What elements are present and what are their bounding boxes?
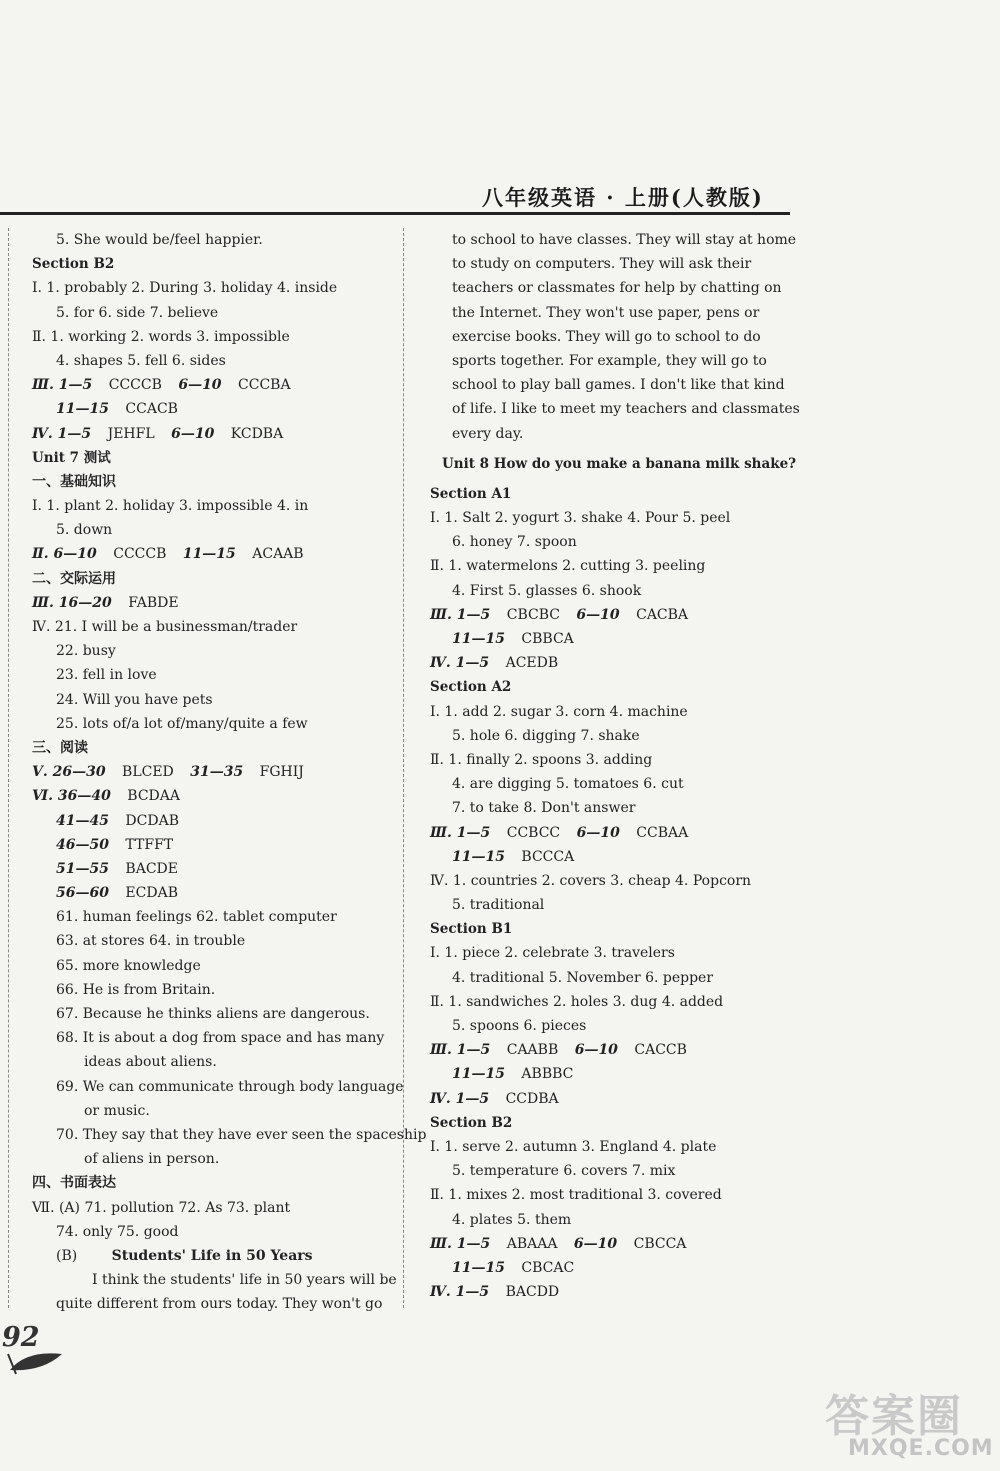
answer-line: 23. fell in love <box>56 667 157 684</box>
answer-line: 5. spoons 6. pieces <box>452 1018 587 1034</box>
answer-value: FGHIJ <box>259 764 304 781</box>
page-header-title: 八年级英语 · 上册(人教版) <box>482 185 764 210</box>
answer-line: 4. First 5. glasses 6. shook <box>452 582 642 599</box>
part-heading: 一、基础知识 <box>32 473 116 490</box>
answer-line: 65. more knowledge <box>56 957 201 974</box>
answer-line <box>32 591 392 615</box>
part-heading: 四、书面表达 <box>32 1175 116 1192</box>
answer-value: DCDAB <box>125 812 179 829</box>
answer-value: BLCED <box>122 764 174 781</box>
answer-value: ECDAB <box>125 885 178 902</box>
section-heading: Section A1 <box>430 485 512 502</box>
answer-line <box>32 784 392 808</box>
answer-value: ABBBC <box>521 1066 574 1083</box>
essay-part-label: (B) <box>56 1247 78 1264</box>
answer-line: Ⅳ. 1. countries 2. covers 3. cheap 4. Popcorn <box>430 872 752 889</box>
answer-line: 4. shapes 5. fell 6. sides <box>56 352 226 369</box>
answer-line: 5. down <box>56 522 113 539</box>
range-label: Ⅳ. 1—5 <box>32 425 92 442</box>
answer-value: BACDE <box>125 860 178 877</box>
answer-value: CCBCC <box>506 824 561 841</box>
essay-title: Students' Life in 50 Years <box>111 1247 313 1264</box>
range-label: 6—10 <box>573 1235 618 1252</box>
answer-line: 61. human feelings 62. tablet computer <box>56 909 337 926</box>
header-rule <box>0 212 790 215</box>
answer-line: 74. only 75. good <box>56 1223 179 1240</box>
range-label: 11—15 <box>452 1259 505 1276</box>
answer-line <box>430 1280 782 1304</box>
section-heading: Section B1 <box>430 921 513 938</box>
answer-line: Ⅱ. 1. watermelons 2. cutting 3. peeling <box>430 558 706 575</box>
answer-line <box>430 603 782 627</box>
range-label: 6—10 <box>178 377 222 394</box>
answer-value: CBCBC <box>506 606 560 623</box>
essay-line: exercise books. They will go to school to do <box>452 328 761 345</box>
range-label: 6—10 <box>574 1042 618 1059</box>
answer-line: 4. traditional 5. November 6. pepper <box>452 969 714 986</box>
essay-line: every day. <box>452 425 524 442</box>
answer-line <box>32 833 392 857</box>
range-label: 41—45 <box>56 812 109 829</box>
answer-line <box>452 1062 782 1086</box>
answer-line: 4. plates 5. them <box>452 1211 572 1228</box>
range-label: Ⅲ. 1—5 <box>430 824 491 841</box>
range-label: 11—15 <box>452 848 505 865</box>
answer-line: 68. It is about a dog from space and has many <box>56 1030 385 1047</box>
answer-value: ABAAA <box>506 1235 558 1252</box>
answer-line: 67. Because he thinks aliens are dangerous. <box>56 1006 370 1022</box>
range-label: 11—15 <box>452 631 505 647</box>
answer-line: 69. We can communicate through body language <box>56 1078 404 1095</box>
answer-line <box>32 373 392 397</box>
answer-line: Ⅰ. 1. serve 2. autumn 3. England 4. plate <box>430 1138 717 1155</box>
range-label: 46—50 <box>56 836 109 853</box>
range-label: 56—60 <box>56 885 109 902</box>
essay-line: to school to have classes. They will stay at home <box>452 232 797 248</box>
answer-line <box>32 809 392 833</box>
unit-heading: Unit 7 测试 <box>32 449 111 466</box>
answer-line <box>452 1256 782 1280</box>
answer-line: Ⅰ. 1. plant 2. holiday 3. impossible 4. in <box>32 498 309 515</box>
answer-value: CACCB <box>634 1042 687 1059</box>
answer-line <box>32 397 392 421</box>
section-heading: Section B2 <box>430 1114 513 1131</box>
page-number: 92 <box>2 1322 40 1353</box>
answer-value: CCCCB <box>113 546 167 563</box>
left-column <box>32 228 427 1316</box>
answer-line <box>32 881 392 905</box>
answer-line <box>452 627 782 651</box>
answer-line: Ⅰ. 1. probably 2. During 3. holiday 4. inside <box>32 280 338 297</box>
essay-line: I think the students' life in 50 years will be <box>92 1272 397 1289</box>
range-label: Ⅴ. 26—30 <box>32 764 106 781</box>
answer-line: Ⅰ. 1. piece 2. celebrate 3. travelers <box>430 945 675 962</box>
essay-line: quite different from ours today. They won't go <box>56 1296 383 1313</box>
answer-value: BCCCA <box>521 848 575 865</box>
answer-line <box>430 821 782 845</box>
answer-line: Ⅱ. 1. sandwiches 2. holes 3. dug 4. added <box>430 993 724 1010</box>
section-heading: Section B2 <box>32 256 115 273</box>
unit-heading: Unit 8 How do you make a banana milk shake? <box>442 455 797 472</box>
range-label: 6—10 <box>576 606 620 623</box>
range-label: 6—10 <box>171 425 215 442</box>
leaf-icon <box>6 1346 66 1376</box>
answer-value: CCCBA <box>238 377 291 394</box>
answer-value: CACBA <box>636 606 689 623</box>
range-label: 51—55 <box>56 860 109 877</box>
answer-line: ideas about aliens. <box>84 1054 217 1071</box>
answer-line <box>32 760 392 784</box>
part-heading: 二、交际运用 <box>32 570 116 587</box>
range-label: Ⅳ. 1—5 <box>430 1090 490 1107</box>
range-label: 31—35 <box>190 764 244 781</box>
range-label: Ⅳ. 1—5 <box>430 1284 490 1301</box>
answer-value: KCDBA <box>230 425 284 442</box>
answer-line: 22. busy <box>56 643 116 660</box>
answer-value: CCDBA <box>505 1090 559 1107</box>
answer-line: Ⅰ. 1. Salt 2. yogurt 3. shake 4. Pour 5. peel <box>430 510 731 527</box>
range-label: 11—15 <box>182 546 236 563</box>
answer-line: 4. are digging 5. tomatoes 6. cut <box>452 776 684 793</box>
answer-value: CBBCA <box>521 631 574 647</box>
answer-value: ACAAB <box>252 546 304 563</box>
answer-line: Ⅱ. 1. mixes 2. most traditional 3. covered <box>430 1187 722 1204</box>
answer-line: Ⅶ. (A) 71. pollution 72. As 73. plant <box>32 1199 291 1216</box>
range-label: Ⅵ. 36—40 <box>32 788 111 805</box>
range-label: 11—15 <box>452 1066 505 1083</box>
answer-value: ACEDB <box>505 655 559 672</box>
answer-line: 25. lots of/a lot of/many/quite a few <box>56 715 308 732</box>
answer-line <box>430 1087 782 1111</box>
right-column <box>430 228 800 1304</box>
range-label: 11—15 <box>56 401 109 418</box>
range-label: Ⅲ. 1—5 <box>32 377 93 394</box>
answer-value: CAABB <box>506 1042 559 1059</box>
answer-line <box>452 845 782 869</box>
answer-line: 5. She would be/feel happier. <box>56 232 263 248</box>
range-label: Ⅲ. 1—5 <box>430 1235 491 1252</box>
essay-line: school to play ball games. I don't like that kind <box>452 377 785 394</box>
answer-line: 66. He is from Britain. <box>56 981 216 998</box>
answer-line <box>430 1232 782 1256</box>
answer-line <box>32 857 392 881</box>
answer-line: 24. Will you have pets <box>56 691 213 708</box>
answer-value: BACDD <box>505 1284 560 1301</box>
range-label: Ⅲ. 1—5 <box>430 606 491 623</box>
answer-line: 70. They say that they have ever seen the spaceship <box>56 1126 427 1143</box>
range-label: Ⅱ. 6—10 <box>32 546 97 563</box>
answer-value: FABDE <box>128 594 179 611</box>
answer-value: CCCCB <box>108 377 162 394</box>
watermark-url: MXQE.COM <box>848 1436 994 1461</box>
range-label: Ⅳ. 1—5 <box>430 655 490 672</box>
answer-line: 5. for 6. side 7. believe <box>56 304 219 321</box>
watermark-logo: 答案圈 <box>825 1391 963 1442</box>
answer-value: CBCAC <box>521 1259 575 1276</box>
answer-line: Ⅳ. 21. I will be a businessman/trader <box>32 619 298 635</box>
answer-line: 63. at stores 64. in trouble <box>56 933 246 950</box>
answer-line: Ⅰ. 1. add 2. sugar 3. corn 4. machine <box>430 703 688 720</box>
answer-line: 6. honey 7. spoon <box>452 534 577 551</box>
essay-line: sports together. For example, they will go to <box>452 352 767 369</box>
answer-line <box>430 1038 782 1062</box>
left-border-line <box>8 228 17 1308</box>
range-label: 6—10 <box>576 824 620 841</box>
essay-line: teachers or classmates for help by chatting on <box>452 280 782 297</box>
essay-line: of life. I like to meet my teachers and classmates <box>452 401 800 418</box>
answer-line: Ⅱ. 1. finally 2. spoons 3. adding <box>430 751 653 768</box>
answer-line: Ⅱ. 1. working 2. words 3. impossible <box>32 328 290 345</box>
part-heading: 三、阅读 <box>32 739 88 756</box>
essay-line: to study on computers. They will ask their <box>452 256 752 273</box>
answer-value: CBCCA <box>633 1235 687 1252</box>
answer-line: 5. hole 6. digging 7. shake <box>452 727 640 744</box>
answer-value: CCACB <box>125 401 178 418</box>
answer-value: TTFFT <box>125 836 174 853</box>
essay-heading-line <box>32 1244 392 1268</box>
answer-value: JEHFL <box>107 425 155 442</box>
answer-line: 7. to take 8. Don't answer <box>452 800 636 817</box>
answer-line <box>32 542 392 566</box>
answer-line: of aliens in person. <box>84 1151 220 1168</box>
answer-value: BCDAA <box>127 788 180 805</box>
answer-line: or music. <box>84 1102 150 1119</box>
answer-line: 5. traditional <box>452 897 545 914</box>
answer-line: 5. temperature 6. covers 7. mix <box>452 1163 676 1180</box>
answer-line <box>32 422 392 446</box>
section-heading: Section A2 <box>430 679 512 696</box>
essay-line: the Internet. They won't use paper, pens or <box>452 304 760 321</box>
answer-value: CCBAA <box>636 824 689 841</box>
range-label: Ⅲ. 16—20 <box>32 594 112 611</box>
answer-line <box>430 651 782 675</box>
range-label: Ⅲ. 1—5 <box>430 1042 491 1059</box>
